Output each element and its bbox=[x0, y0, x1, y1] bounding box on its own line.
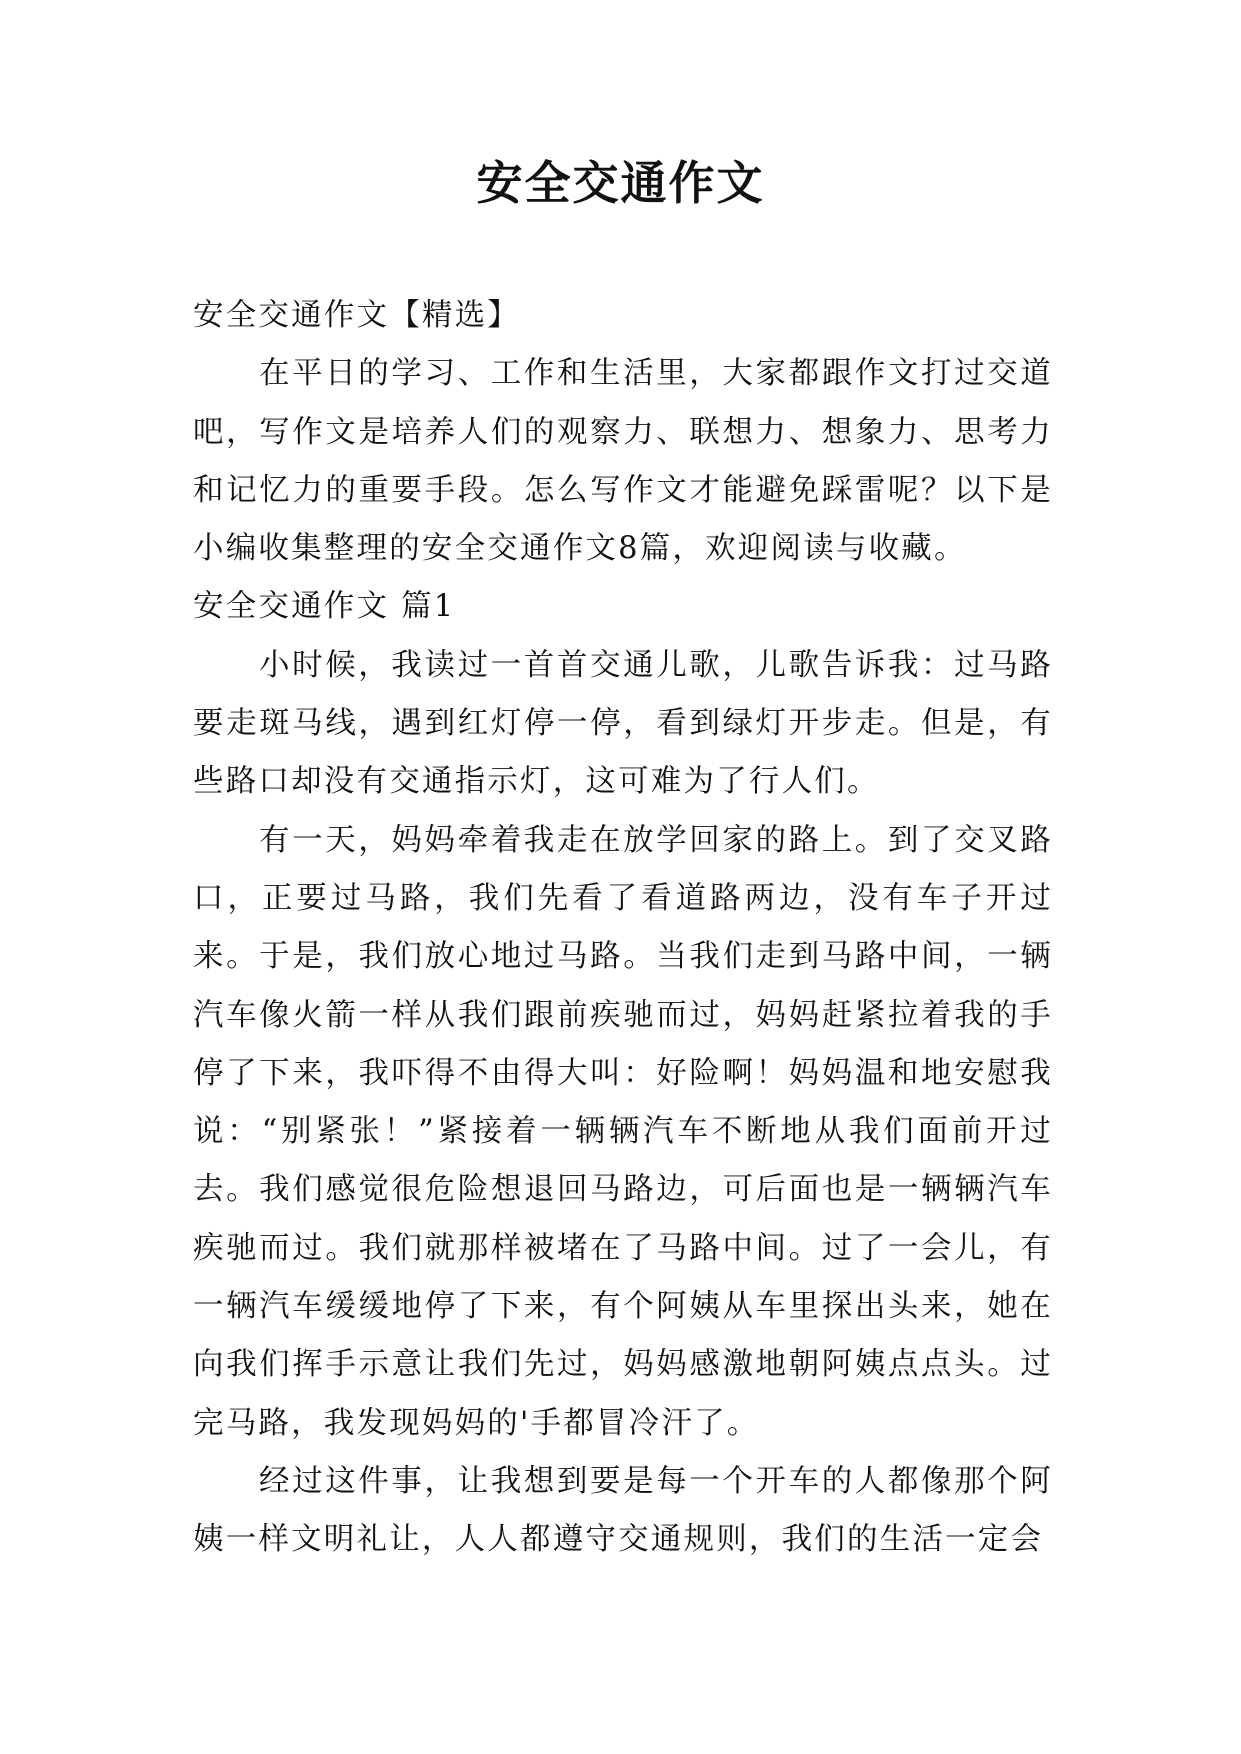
body-paragraph: 小时候，我读过一首首交通儿歌，儿歌告诉我：过马路要走斑马线，遇到红灯停一停，看到绿灯开步走。但是，有些路口却没有交通指示灯，这可难为了行人们。 bbox=[193, 647, 1053, 800]
body-paragraph: 有一天，妈妈牵着我走在放学回家的路上。到了交叉路口，正要过马路，我们先看了看道路两边，没有车子开过来。于是，我们放心地过马路。当我们走到马路中间，一辆汽车像火箭一样从我们跟前疾驰而过，妈妈赶紧拉着我的手停了下来，我吓得不由得大叫：好险啊！妈妈温和地安慰我说：“别紧张！”紧接着一辆辆汽车不断地从我们面前开过去。我们感觉很危险想退回马路边，可后面也是一辆辆汽车疾驰而过。我们就那样被堵在了马路中间。过了一会儿，有一辆汽车缓缓地停了下来，有个阿姨从车里探出头来，她在向我们挥手示意让我们先过，妈妈感激地朝阿姨点点头。过完马路，我发现妈妈的'手都冒冷汗了。 bbox=[193, 822, 1053, 1441]
section-heading: 安全交通作文 篇1 bbox=[193, 589, 456, 625]
intro-paragraph: 在平日的学习、工作和生活里，大家都跟作文打过交道吧，写作文是培养人们的观察力、联想力、想象力、思考力和记忆力的重要手段。怎么写作文才能避免踩雷呢？以下是小编收集整理的安全交通作文8篇，欢迎阅读与收藏。 bbox=[193, 356, 1053, 567]
body-paragraph: 经过这件事，让我想到要是每一个开车的人都像那个阿姨一样文明礼让，人人都遵守交通规则，我们的生活一定会 bbox=[193, 1463, 1053, 1558]
document-body bbox=[193, 287, 1053, 1570]
document-title: 安全交通作文 bbox=[476, 156, 765, 210]
section-heading: 安全交通作文【精选】 bbox=[193, 298, 520, 333]
